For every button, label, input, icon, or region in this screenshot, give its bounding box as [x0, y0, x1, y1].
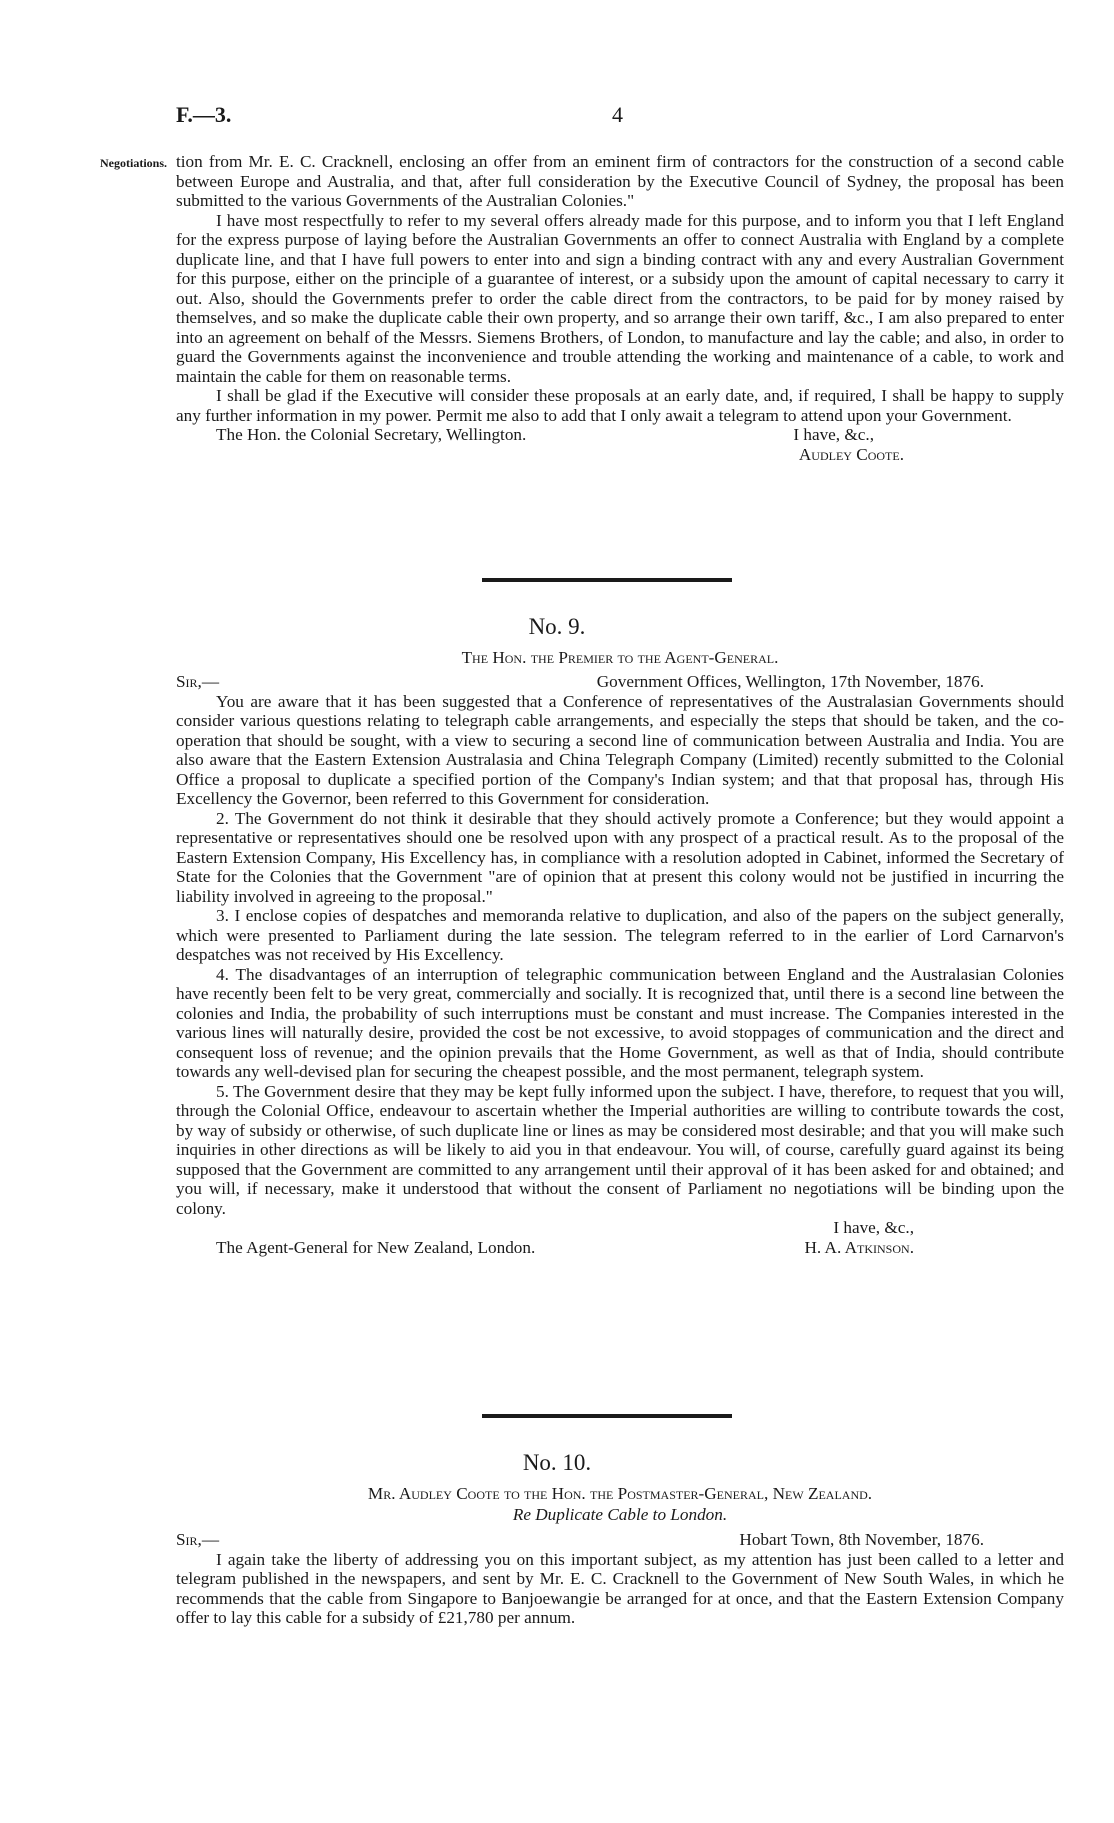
letter-8-continuation: tion from Mr. E. C. Cracknell, enclosing an offer from an eminent firm of contractors for the construction of a second cable between Europe and Australia, and that, after full consideration by the Executive Council of Sydney, the proposal has been submitted to the various Governments of the Australian Colonies."	[176, 152, 1064, 210]
letter-10-salutation: Sir,—	[176, 1530, 220, 1549]
letter-9-paragraph: 5. The Government desire that they may be kept fully informed upon the subject. I have, therefore, to request that you will, through the Colonial Office, endeavour to ascertain whether the Imperial authorities are willing to contribute towards the cost, by way of subsidy or otherwise, of such duplicate line or lines as may be considered most desirable; and that you will make such inquiries in other directions as will be likely to aid you in that endeavour. You will, of course, carefully guard against its being supposed that the Government are committed to any arrangement until their approval of it has been asked for and obtained; and you will, if necessary, make it understood that without the consent of Parliament no negotiations will be binding upon the colony.	[176, 1081, 1064, 1218]
letter-9-closing: I have, &c.,	[833, 1218, 914, 1237]
letter-10-body	[176, 1530, 1064, 1628]
letter-9-signature: H. A. Atkinson.	[804, 1237, 914, 1257]
letter-8-signoff	[176, 425, 1064, 445]
letter-10-number: No. 10.	[522, 1450, 592, 1475]
letter-8-addressee: The Hon. the Colonial Secretary, Wellington.	[216, 425, 527, 444]
letter-10-dateline	[176, 1530, 1064, 1550]
letter-8-closing: I have, &c.,	[793, 425, 874, 444]
letter-9-number: No. 9.	[528, 614, 586, 639]
page-number: 4	[612, 102, 623, 127]
letter-9-dateline	[176, 672, 1064, 692]
letter-9-paragraph: You are aware that it has been suggested that a Conference of representatives of the Australasian Governments should consider various questions relating to telegraph cable arrangements, and especially the steps that should be taken, and the co-operation that should be sought, with a view to securing a second line of communication between Australia and India. You are also aware that the Eastern Extension Australasia and China Telegraph Company (Limited) recently submitted to the Colonial Office a proposal to duplicate a specified portion of the Company's Indian system; and that that proposal has, through His Excellency the Governor, been referred to this Government for consideration.	[176, 691, 1064, 808]
letter-8-paragraph-1: I have most respectfully to refer to my several offers already made for this purpose, and to inform you that I left England for the express purpose of laying before the Australian Governments an offer to connect Australia with England by a complete duplicate line, and that I have full powers to enter into and sign a binding contract with any and every Australian Government for this purpose, either on the principle of a guarantee of interest, or a subsidy upon the amount of capital necessary to carry it out. Also, should the Governments prefer to order the cable direct from the contractors, to be paid for by money raised by themselves, and so make the duplicate cable their own property, and so arrange their own tariff, &c., I am also prepared to enter into an agreement on behalf of the Messrs. Siemens Brothers, of London, to manufacture and lay the cable; and also, in order to guard the Governments against the inconvenience and trouble attending the working and maintenance of a cable, to work and maintain the cable for them on reasonable terms.	[176, 210, 1064, 386]
letter-9-heading: The Hon. the Premier to the Agent-General.	[461, 648, 779, 667]
letter-10-heading: Mr. Audley Coote to the Hon. the Postmaster-General, New Zealand.	[367, 1484, 873, 1503]
letter-8-body	[176, 152, 1064, 464]
letter-10-subheading: Re Duplicate Cable to London.	[512, 1505, 728, 1524]
page-header	[0, 102, 1114, 126]
letter-9-salutation: Sir,—	[176, 672, 220, 691]
letter-9-place-date: Government Offices, Wellington, 17th November, 1876.	[596, 672, 984, 691]
section-divider	[482, 1414, 732, 1418]
section-divider	[482, 578, 732, 582]
letter-8-paragraph-2: I shall be glad if the Executive will consider these proposals at an early date, and, if required, I shall be happy to supply any further information in my power. Permit me also to add that I only await a telegram to attend upon your Government.	[176, 386, 1064, 425]
letter-8-signature: Audley Coote.	[798, 444, 904, 464]
letter-9-body	[176, 672, 1064, 1257]
letter-9-signoff	[176, 1238, 1064, 1258]
letter-10-place-date: Hobart Town, 8th November, 1876.	[739, 1530, 984, 1549]
margin-note: Negotiations.	[100, 156, 167, 170]
document-reference: F.—3.	[176, 102, 232, 127]
letter-9-paragraph: 3. I enclose copies of despatches and memoranda relative to duplication, and also of the papers on the subject generally, which were presented to Parliament during the late session. The telegram referred to in the earlier of Lord Carnarvon's despatches was not received by His Excellency.	[176, 906, 1064, 964]
letter-9-paragraph: 4. The disadvantages of an interruption of telegraphic communication between England and the Australasian Colonies have recently been felt to be very great, commercially and socially. It is recognized that, until there is a second line between the colonies and India, the probability of such interruptions must be constant and must increase. The Companies interested in the various lines will naturally desire, provided the cost be not excessive, to avoid stoppages of communication and the direct and consequent loss of revenue; and the opinion prevails that the Home Government, as well as that of India, should contribute towards any well-devised plan for securing the cheapest possible, and the most permanent, telegraph system.	[176, 964, 1064, 1081]
letter-9-addressee: The Agent-General for New Zealand, London.	[216, 1237, 536, 1257]
letter-9-paragraph: 2. The Government do not think it desirable that they should actively promote a Conference; but they would appoint a representative or representatives should one be resolved upon with any prospect of a practical result. As to the proposal of the Eastern Extension Company, His Excellency has, in compliance with a resolution adopted in Cabinet, informed the Secretary of State for the Colonies that the Government "are of opinion that at present this colony would not be justified in incurring the liability involved in agreeing to the proposal."	[176, 808, 1064, 906]
letter-10-paragraph-1: I again take the liberty of addressing you on this important subject, as my attention has just been called to a letter and telegram published in the newspapers, and sent by Mr. E. C. Cracknell to the Government of New South Wales, in which he recommends that the cable from Singapore to Banjoewangie be arranged for at once, and that the Eastern Extension Company offer to lay this cable for a subsidy of £21,780 per annum.	[176, 1549, 1064, 1627]
